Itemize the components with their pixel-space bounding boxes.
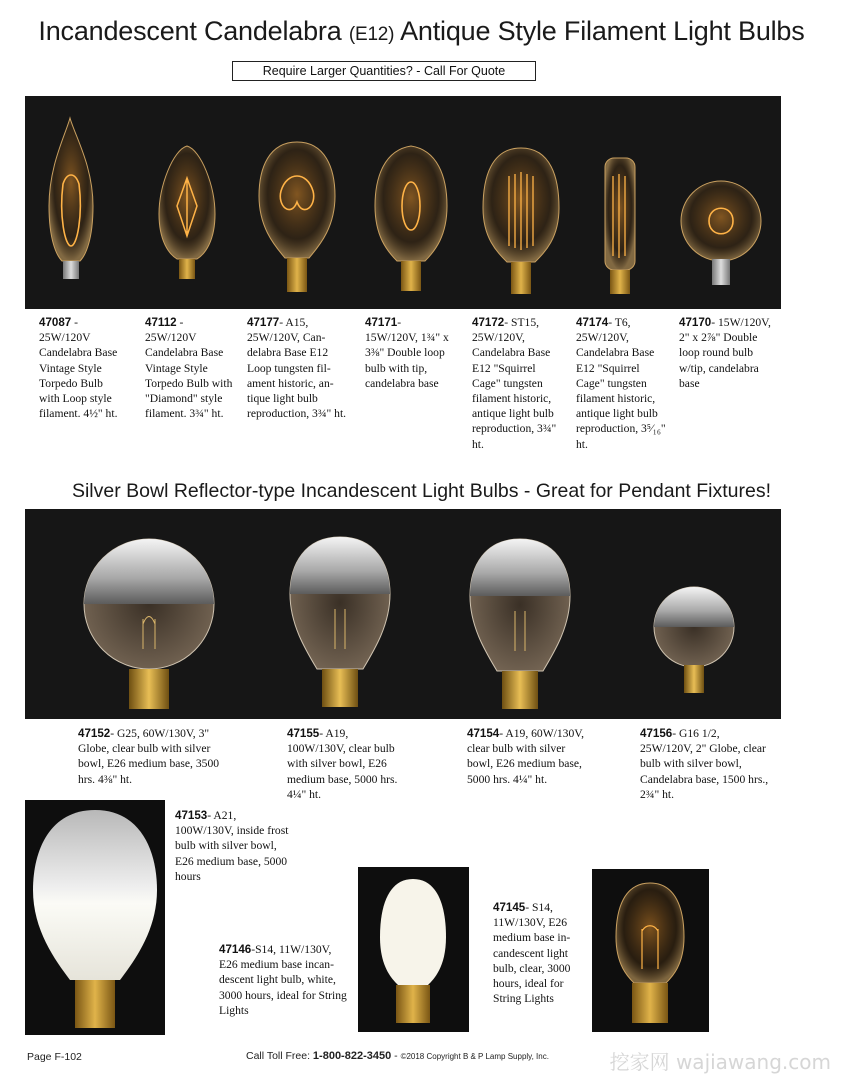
bulb-47172-image: [483, 148, 559, 294]
silver-bowl-bulbs-photo: [25, 509, 781, 719]
product-code: 47146: [219, 943, 252, 956]
product-details: - ST15, 25W/120V, Candelabra Base E12 "Squirrel Cage" tungsten filament historic, antique light bulb reproduction, 3¾" ht.: [472, 316, 557, 451]
product-code: 47087: [39, 316, 72, 329]
product-details: - A15, 25W/120V, Candelabra Base E12 Loop tungsten filament historic, antique light bulb reproduction, 3¾" ht.: [247, 316, 347, 421]
quote-box: Require Larger Quantities? - Call For Quote: [232, 61, 536, 81]
bulb-47154-image: [470, 539, 570, 709]
bulb-47146-description: [219, 942, 351, 1018]
bulb-47154-description: [467, 726, 589, 787]
bulb-47153-photo: [25, 800, 165, 1035]
product-details: - S14, 11W/130V, E26 medium base incandescent light bulb, clear, 3000 hours, ideal for String Lights: [493, 901, 571, 1006]
bulb-47171-description: [365, 315, 455, 391]
product-code: 47170: [679, 316, 712, 329]
footer-separator: -: [391, 1050, 401, 1062]
product-details: - A19, 100W/130V, clear bulb with silver bowl, E26 medium base, 5000 hrs. 4¼" ht.: [287, 727, 398, 801]
copyright: ©2018 Copyright B & P Lamp Supply, Inc.: [400, 1052, 549, 1061]
product-code: 47171: [365, 316, 398, 329]
product-code: 47145: [493, 901, 526, 914]
product-details: - 15W/120V, 1¾" x 3⅜" Double loop bulb with tip, candelabra base: [365, 316, 449, 390]
bulb-47112-description: [145, 315, 233, 421]
product-details: - 25W/120V Candelabra Base Vintage Style Torpedo Bulb with "Diamond" style filament. 3¾" ht.: [145, 316, 233, 421]
bulb-47112-image: [159, 146, 215, 279]
page-number: Page F-102: [27, 1051, 82, 1063]
filament-bulbs-photo: [25, 96, 781, 309]
product-code: 47174: [576, 316, 609, 329]
watermark: 挖家网 wajiawang.com: [609, 1050, 831, 1074]
title-base-code: (E12): [348, 24, 395, 45]
product-details: - 15W/120V, 2" x 2⅞" Double loop round bulb w/tip, candelabra base: [679, 316, 771, 390]
bulb-47177-description: [247, 315, 347, 421]
bulb-47146-photo: [358, 867, 469, 1032]
product-details: - A19, 60W/130V, clear bulb with silver bowl, E26 medium base, 5000 hrs. 4¼" ht.: [467, 727, 585, 786]
bulb-47145-description: [493, 900, 585, 1006]
product-code: 47154: [467, 727, 500, 740]
product-code: 47153: [175, 809, 208, 822]
bulb-47152-description: [78, 726, 228, 787]
product-details: - G16 1/2, 25W/120V, 2" Globe, clear bulb with silver bowl, Candelabra base, 1500 hrs., 2¾" ht.: [640, 727, 769, 801]
bulb-47145-photo: [592, 869, 709, 1032]
bulb-47155-image: [290, 537, 390, 707]
filament-bulbs-illustration: [25, 96, 781, 309]
bulb-47146-illustration: [358, 867, 469, 1032]
bulb-47172-description: [472, 315, 566, 452]
bulb-47171-image: [375, 146, 447, 291]
bulb-47174-description: [576, 315, 668, 452]
silver-bowl-bulbs-illustration: [25, 509, 781, 719]
bulb-47155-description: [287, 726, 409, 802]
bulb-47152-image: [84, 539, 214, 709]
bulb-47170-description: [679, 315, 775, 391]
bulb-47153-illustration: [25, 800, 165, 1035]
bulb-47174-image: [605, 158, 635, 294]
product-details: - T6, 25W/120V, Candelabra Base E12 "Squirrel Cage" tungsten filament historic, antique light bulb reproduction, 3⁵⁄₁₆" ht.: [576, 316, 666, 451]
bulb-47177-image: [259, 142, 335, 292]
product-code: 47152: [78, 727, 111, 740]
product-details: - A21, 100W/130V, inside frost bulb with silver bowl, E26 medium base, 5000 hours: [175, 809, 289, 883]
call-toll-free-label: Call Toll Free:: [246, 1050, 313, 1062]
product-code: 47172: [472, 316, 505, 329]
title-main-2: Antique Style Filament Light Bulbs: [394, 16, 805, 46]
title-main-1: Incandescent Candelabra: [38, 16, 349, 46]
bulb-47153-description: [175, 808, 291, 884]
section-title-silver-bowl: Silver Bowl Reflector-type Incandescent Light Bulbs - Great for Pendant Fixtures!: [71, 480, 772, 502]
bulb-47156-image: [654, 587, 734, 693]
bulb-47170-image: [681, 181, 761, 285]
bulb-47087-description: [39, 315, 125, 421]
product-details: - G25, 60W/130V, 3" Globe, clear bulb with silver bowl, E26 medium base, 3500 hrs. 4⅜" ht.: [78, 727, 220, 786]
product-code: 47156: [640, 727, 673, 740]
page-title: [0, 16, 843, 47]
phone-number: 1-800-822-3450: [312, 1050, 392, 1062]
bulb-47087-image: [49, 118, 93, 279]
footer-contact: [246, 1050, 549, 1062]
product-code: 47155: [287, 727, 320, 740]
bulb-47156-description: [640, 726, 770, 802]
product-code: 47177: [247, 316, 280, 329]
product-details: - 25W/120V Candelabra Base Vintage Style Torpedo Bulb with Loop style filament. 4½" ht.: [39, 316, 118, 421]
bulb-47145-illustration: [592, 869, 709, 1032]
product-code: 47112: [145, 316, 177, 329]
product-details: -S14, 11W/130V, E26 medium base incandescent light bulb, white, 3000 hours, ideal for String Lights: [219, 943, 347, 1017]
